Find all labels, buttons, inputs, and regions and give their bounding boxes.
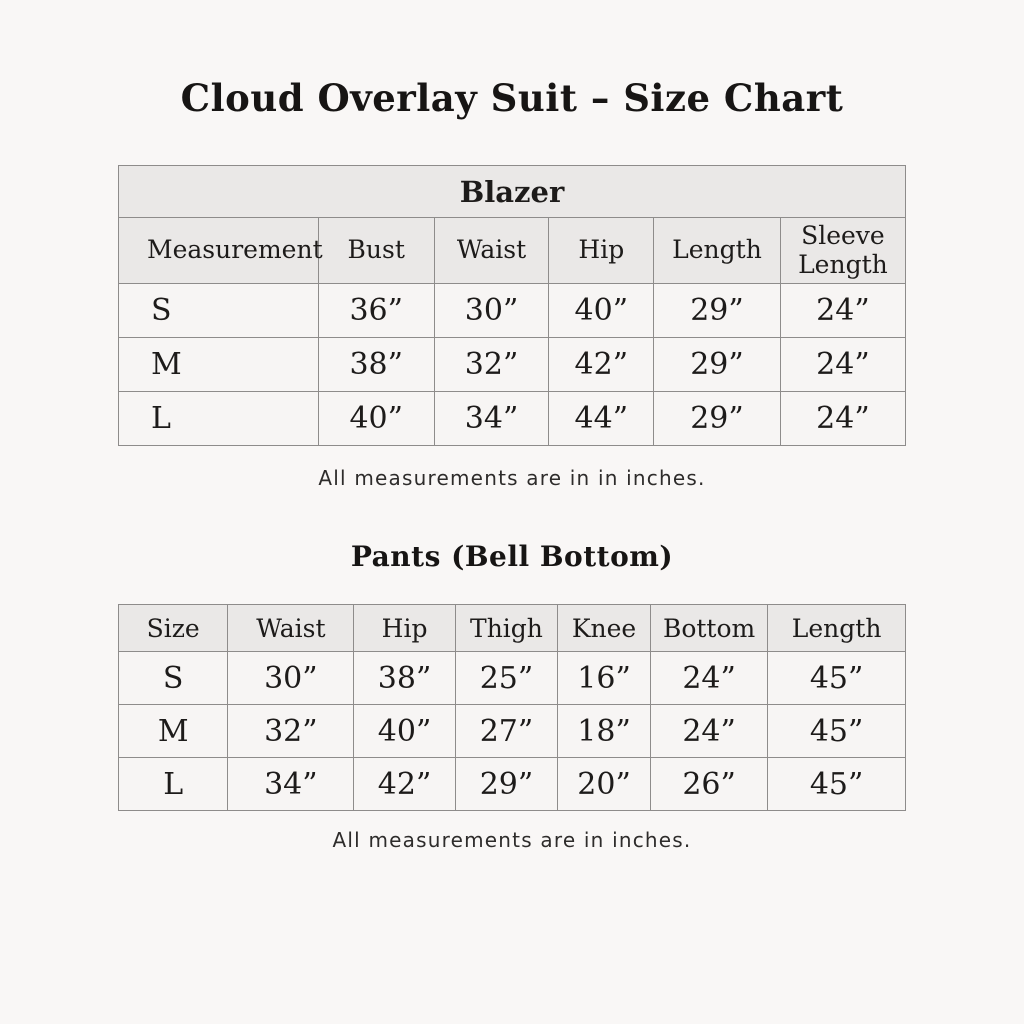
size-cell: L bbox=[119, 392, 319, 446]
data-cell: 24” bbox=[650, 705, 767, 758]
data-cell: 20” bbox=[558, 758, 651, 811]
data-cell: 27” bbox=[455, 705, 557, 758]
table-row bbox=[119, 284, 906, 338]
table-row bbox=[119, 705, 906, 758]
table-row bbox=[119, 758, 906, 811]
size-cell: M bbox=[119, 705, 228, 758]
header-cell-waist: Waist bbox=[434, 218, 549, 284]
table-header-row bbox=[119, 218, 906, 284]
data-cell: 24” bbox=[650, 652, 767, 705]
table-caption-row bbox=[119, 166, 906, 218]
data-cell: 30” bbox=[434, 284, 549, 338]
size-cell: S bbox=[119, 652, 228, 705]
data-cell: 40” bbox=[354, 705, 456, 758]
data-cell: 29” bbox=[654, 392, 781, 446]
size-cell: M bbox=[119, 338, 319, 392]
header-cell-size: Size bbox=[119, 605, 228, 652]
data-cell: 38” bbox=[318, 338, 434, 392]
pants-section-heading: Pants (Bell Bottom) bbox=[350, 540, 674, 573]
header-cell-knee: Knee bbox=[558, 605, 651, 652]
data-cell: 24” bbox=[780, 338, 905, 392]
pants-measurements-note: All measurements are in inches. bbox=[332, 828, 692, 852]
pants-size-table bbox=[118, 604, 906, 811]
blazer-measurements-note: All measurements are in in inches. bbox=[318, 466, 706, 490]
data-cell: 18” bbox=[558, 705, 651, 758]
data-cell: 29” bbox=[654, 284, 781, 338]
header-cell-bust: Bust bbox=[318, 218, 434, 284]
table-header-row bbox=[119, 605, 906, 652]
data-cell: 29” bbox=[455, 758, 557, 811]
data-cell: 44” bbox=[549, 392, 654, 446]
header-cell-length: Length bbox=[768, 605, 906, 652]
data-cell: 45” bbox=[768, 758, 906, 811]
data-cell: 45” bbox=[768, 705, 906, 758]
data-cell: 30” bbox=[228, 652, 354, 705]
data-cell: 40” bbox=[549, 284, 654, 338]
size-cell: S bbox=[119, 284, 319, 338]
header-cell-waist: Waist bbox=[228, 605, 354, 652]
data-cell: 34” bbox=[228, 758, 354, 811]
blazer-table-caption: Blazer bbox=[119, 166, 906, 218]
blazer-size-table bbox=[118, 165, 906, 446]
header-cell-hip: Hip bbox=[549, 218, 654, 284]
header-cell-sleeve-length: Sleeve Length bbox=[780, 218, 905, 284]
data-cell: 16” bbox=[558, 652, 651, 705]
data-cell: 29” bbox=[654, 338, 781, 392]
header-cell-hip: Hip bbox=[354, 605, 456, 652]
data-cell: 24” bbox=[780, 284, 905, 338]
data-cell: 36” bbox=[318, 284, 434, 338]
header-cell-measurement: Measurement bbox=[119, 218, 319, 284]
data-cell: 42” bbox=[354, 758, 456, 811]
table-row bbox=[119, 392, 906, 446]
header-cell-bottom: Bottom bbox=[650, 605, 767, 652]
data-cell: 24” bbox=[780, 392, 905, 446]
data-cell: 38” bbox=[354, 652, 456, 705]
size-cell: L bbox=[119, 758, 228, 811]
data-cell: 26” bbox=[650, 758, 767, 811]
page-title: Cloud Overlay Suit – Size Chart bbox=[180, 76, 844, 120]
header-cell-thigh: Thigh bbox=[455, 605, 557, 652]
data-cell: 42” bbox=[549, 338, 654, 392]
data-cell: 25” bbox=[455, 652, 557, 705]
data-cell: 40” bbox=[318, 392, 434, 446]
data-cell: 32” bbox=[228, 705, 354, 758]
data-cell: 32” bbox=[434, 338, 549, 392]
table-row bbox=[119, 338, 906, 392]
table-row bbox=[119, 652, 906, 705]
data-cell: 34” bbox=[434, 392, 549, 446]
header-cell-length: Length bbox=[654, 218, 781, 284]
data-cell: 45” bbox=[768, 652, 906, 705]
